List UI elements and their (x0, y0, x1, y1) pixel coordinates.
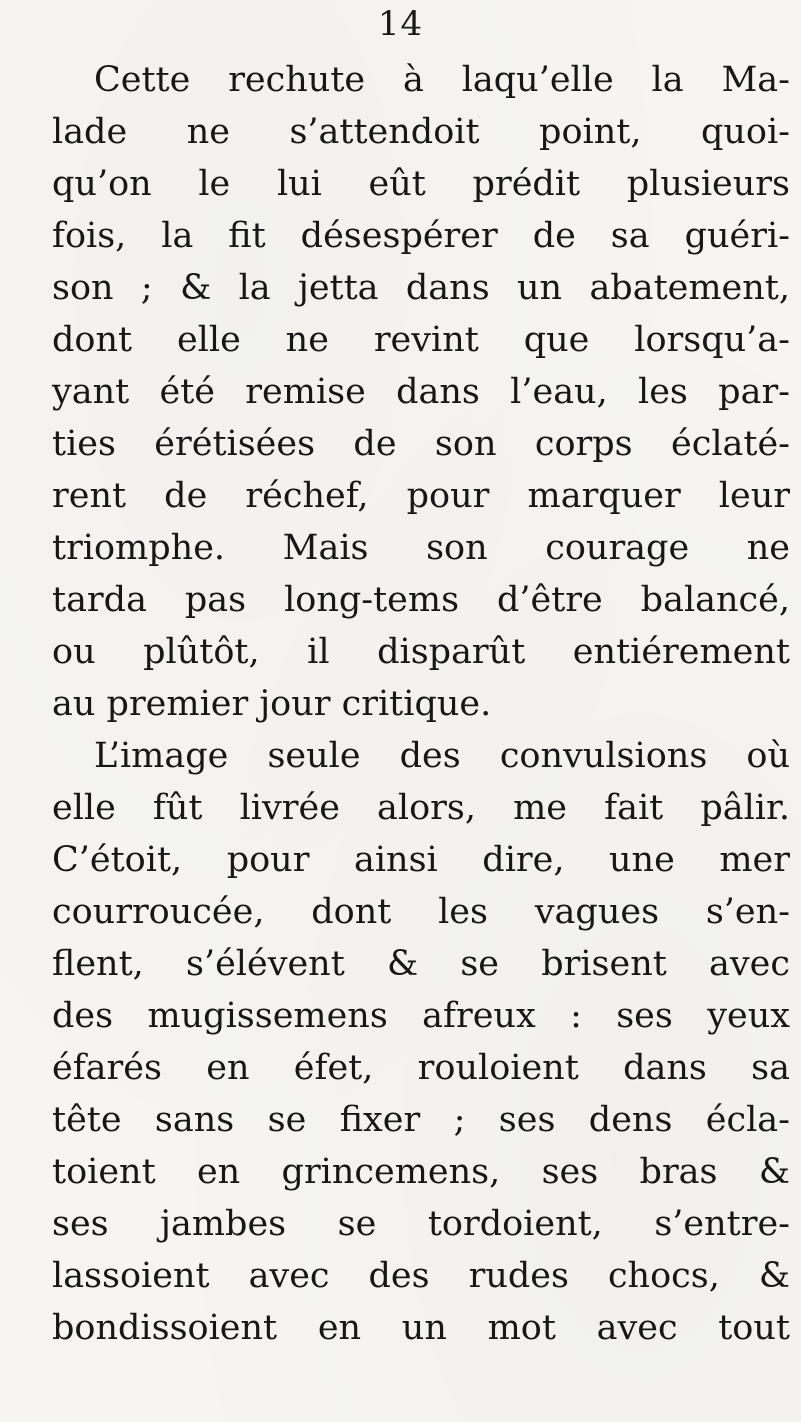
text-line: dont elle ne revint que lorsqu’a- (52, 320, 790, 360)
text-line: elle fût livrée alors, me fait pâlir. (52, 788, 790, 828)
text-line: triomphe. Mais son courage ne (52, 528, 790, 568)
text-line: flent, s’élévent & se brisent avec (52, 944, 790, 984)
text-line: L’image seule des convulsions où (94, 736, 790, 776)
text-line: ties érétisées de son corps éclaté- (52, 424, 790, 464)
text-line: des mugissemens afreux : ses yeux (52, 996, 790, 1036)
text-line: rent de réchef, pour marquer leur (52, 476, 790, 516)
text-line: son ; & la jetta dans un abatement, (52, 268, 790, 308)
text-line: fois, la fit désespérer de sa guéri- (52, 216, 790, 256)
text-line: ou plûtôt, il disparût entiérement (52, 632, 790, 672)
text-line: éfarés en éfet, rouloient dans sa (52, 1048, 790, 1088)
page-number: 14 (377, 4, 424, 44)
text-line: Cette rechute à laqu’elle la Ma- (94, 60, 790, 100)
text-line: lade ne s’attendoit point, quoi- (52, 112, 790, 152)
text-line: tête sans se fixer ; ses dens écla- (52, 1100, 790, 1140)
text-line: courroucée, dont les vagues s’en- (52, 892, 790, 932)
text-line: toient en grincemens, ses bras & (52, 1152, 790, 1192)
text-line: qu’on le lui eût prédit plusieurs (52, 164, 790, 204)
text-line: au premier jour critique. (52, 684, 492, 724)
text-line: yant été remise dans l’eau, les par- (52, 372, 790, 412)
text-line: C’étoit, pour ainsi dire, une mer (52, 840, 790, 880)
text-line: bondissoient en un mot avec tout (52, 1308, 790, 1348)
text-line: tarda pas long-tems d’être balancé, (52, 580, 790, 620)
text-line: lassoient avec des rudes chocs, & (52, 1256, 790, 1296)
text-line: ses jambes se tordoient, s’entre- (52, 1204, 790, 1244)
